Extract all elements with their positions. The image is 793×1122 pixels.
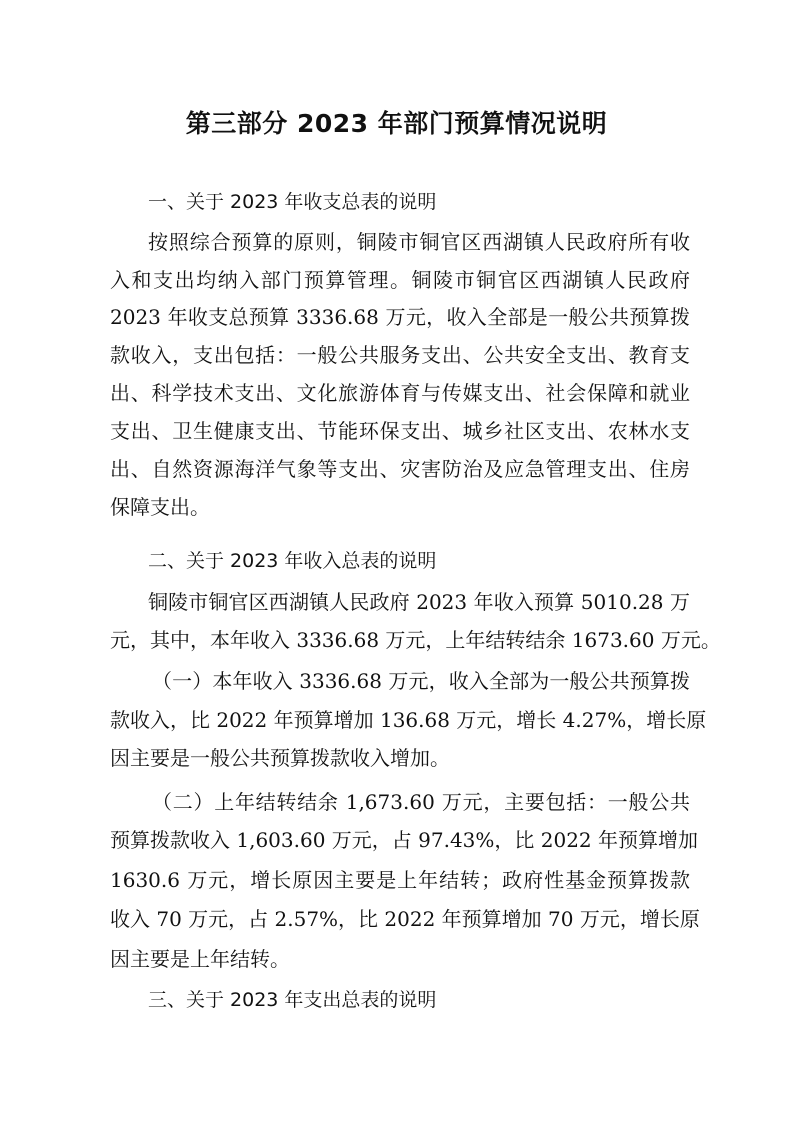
section-1-line-7: 出、自然资源海洋气象等支出、灾害防治及应急管理支出、住房 [110, 457, 690, 481]
section-2-line-9: 收入 70 万元，占 2.57%，比 2022 年预算增加 70 万元，增长原 [110, 907, 700, 931]
section-1-line-3: 2023 年收支总预算 3336.68 万元，收入全部是一般公共预算拨 [110, 305, 690, 329]
section-1-line-5: 出、科学技术支出、文化旅游体育与传媒支出、社会保障和就业 [110, 381, 690, 405]
section-2-line-5: 因主要是一般公共预算拨款收入增加。 [110, 746, 450, 770]
section-2-line-6: （二）上年结转结余 1,673.60 万元，主要包括：一般公共 [152, 790, 690, 814]
section-3-heading: 三、关于 2023 年支出总表的说明 [148, 989, 437, 1011]
section-2-line-10: 因主要是上年结转。 [110, 947, 290, 971]
section-2-line-7: 预算拨款收入 1,603.60 万元，占 97.43%，比 2022 年预算增加 [110, 828, 699, 852]
section-2-line-1: 铜陵市铜官区西湖镇人民政府 2023 年收入预算 5010.28 万 [148, 590, 690, 614]
section-1-line-1: 按照综合预算的原则，铜陵市铜官区西湖镇人民政府所有收 [148, 230, 690, 254]
section-2-line-2: 元，其中，本年收入 3336.68 万元，上年结转结余 1673.60 万元。 [110, 628, 721, 652]
section-1-heading: 一、关于 2023 年收支总表的说明 [148, 191, 437, 213]
section-1-line-4: 款收入，支出包括：一般公共服务支出、公共安全支出、教育支 [110, 343, 690, 367]
section-2-heading: 二、关于 2023 年收入总表的说明 [148, 550, 437, 572]
section-1-line-6: 支出、卫生健康支出、节能环保支出、城乡社区支出、农林水支 [110, 419, 690, 443]
section-2-line-3: （一）本年收入 3336.68 万元，收入全部为一般公共预算拨 [152, 669, 690, 693]
section-1-line-8: 保障支出。 [110, 495, 210, 519]
page-title: 第三部分 2023 年部门预算情况说明 [185, 109, 608, 138]
section-1-line-2: 入和支出均纳入部门预算管理。铜陵市铜官区西湖镇人民政府 [110, 268, 690, 292]
section-2-line-8: 1630.6 万元，增长原因主要是上年结转；政府性基金预算拨款 [110, 868, 690, 892]
section-2-line-4: 款收入，比 2022 年预算增加 136.68 万元，增长 4.27%，增长原 [110, 708, 707, 732]
